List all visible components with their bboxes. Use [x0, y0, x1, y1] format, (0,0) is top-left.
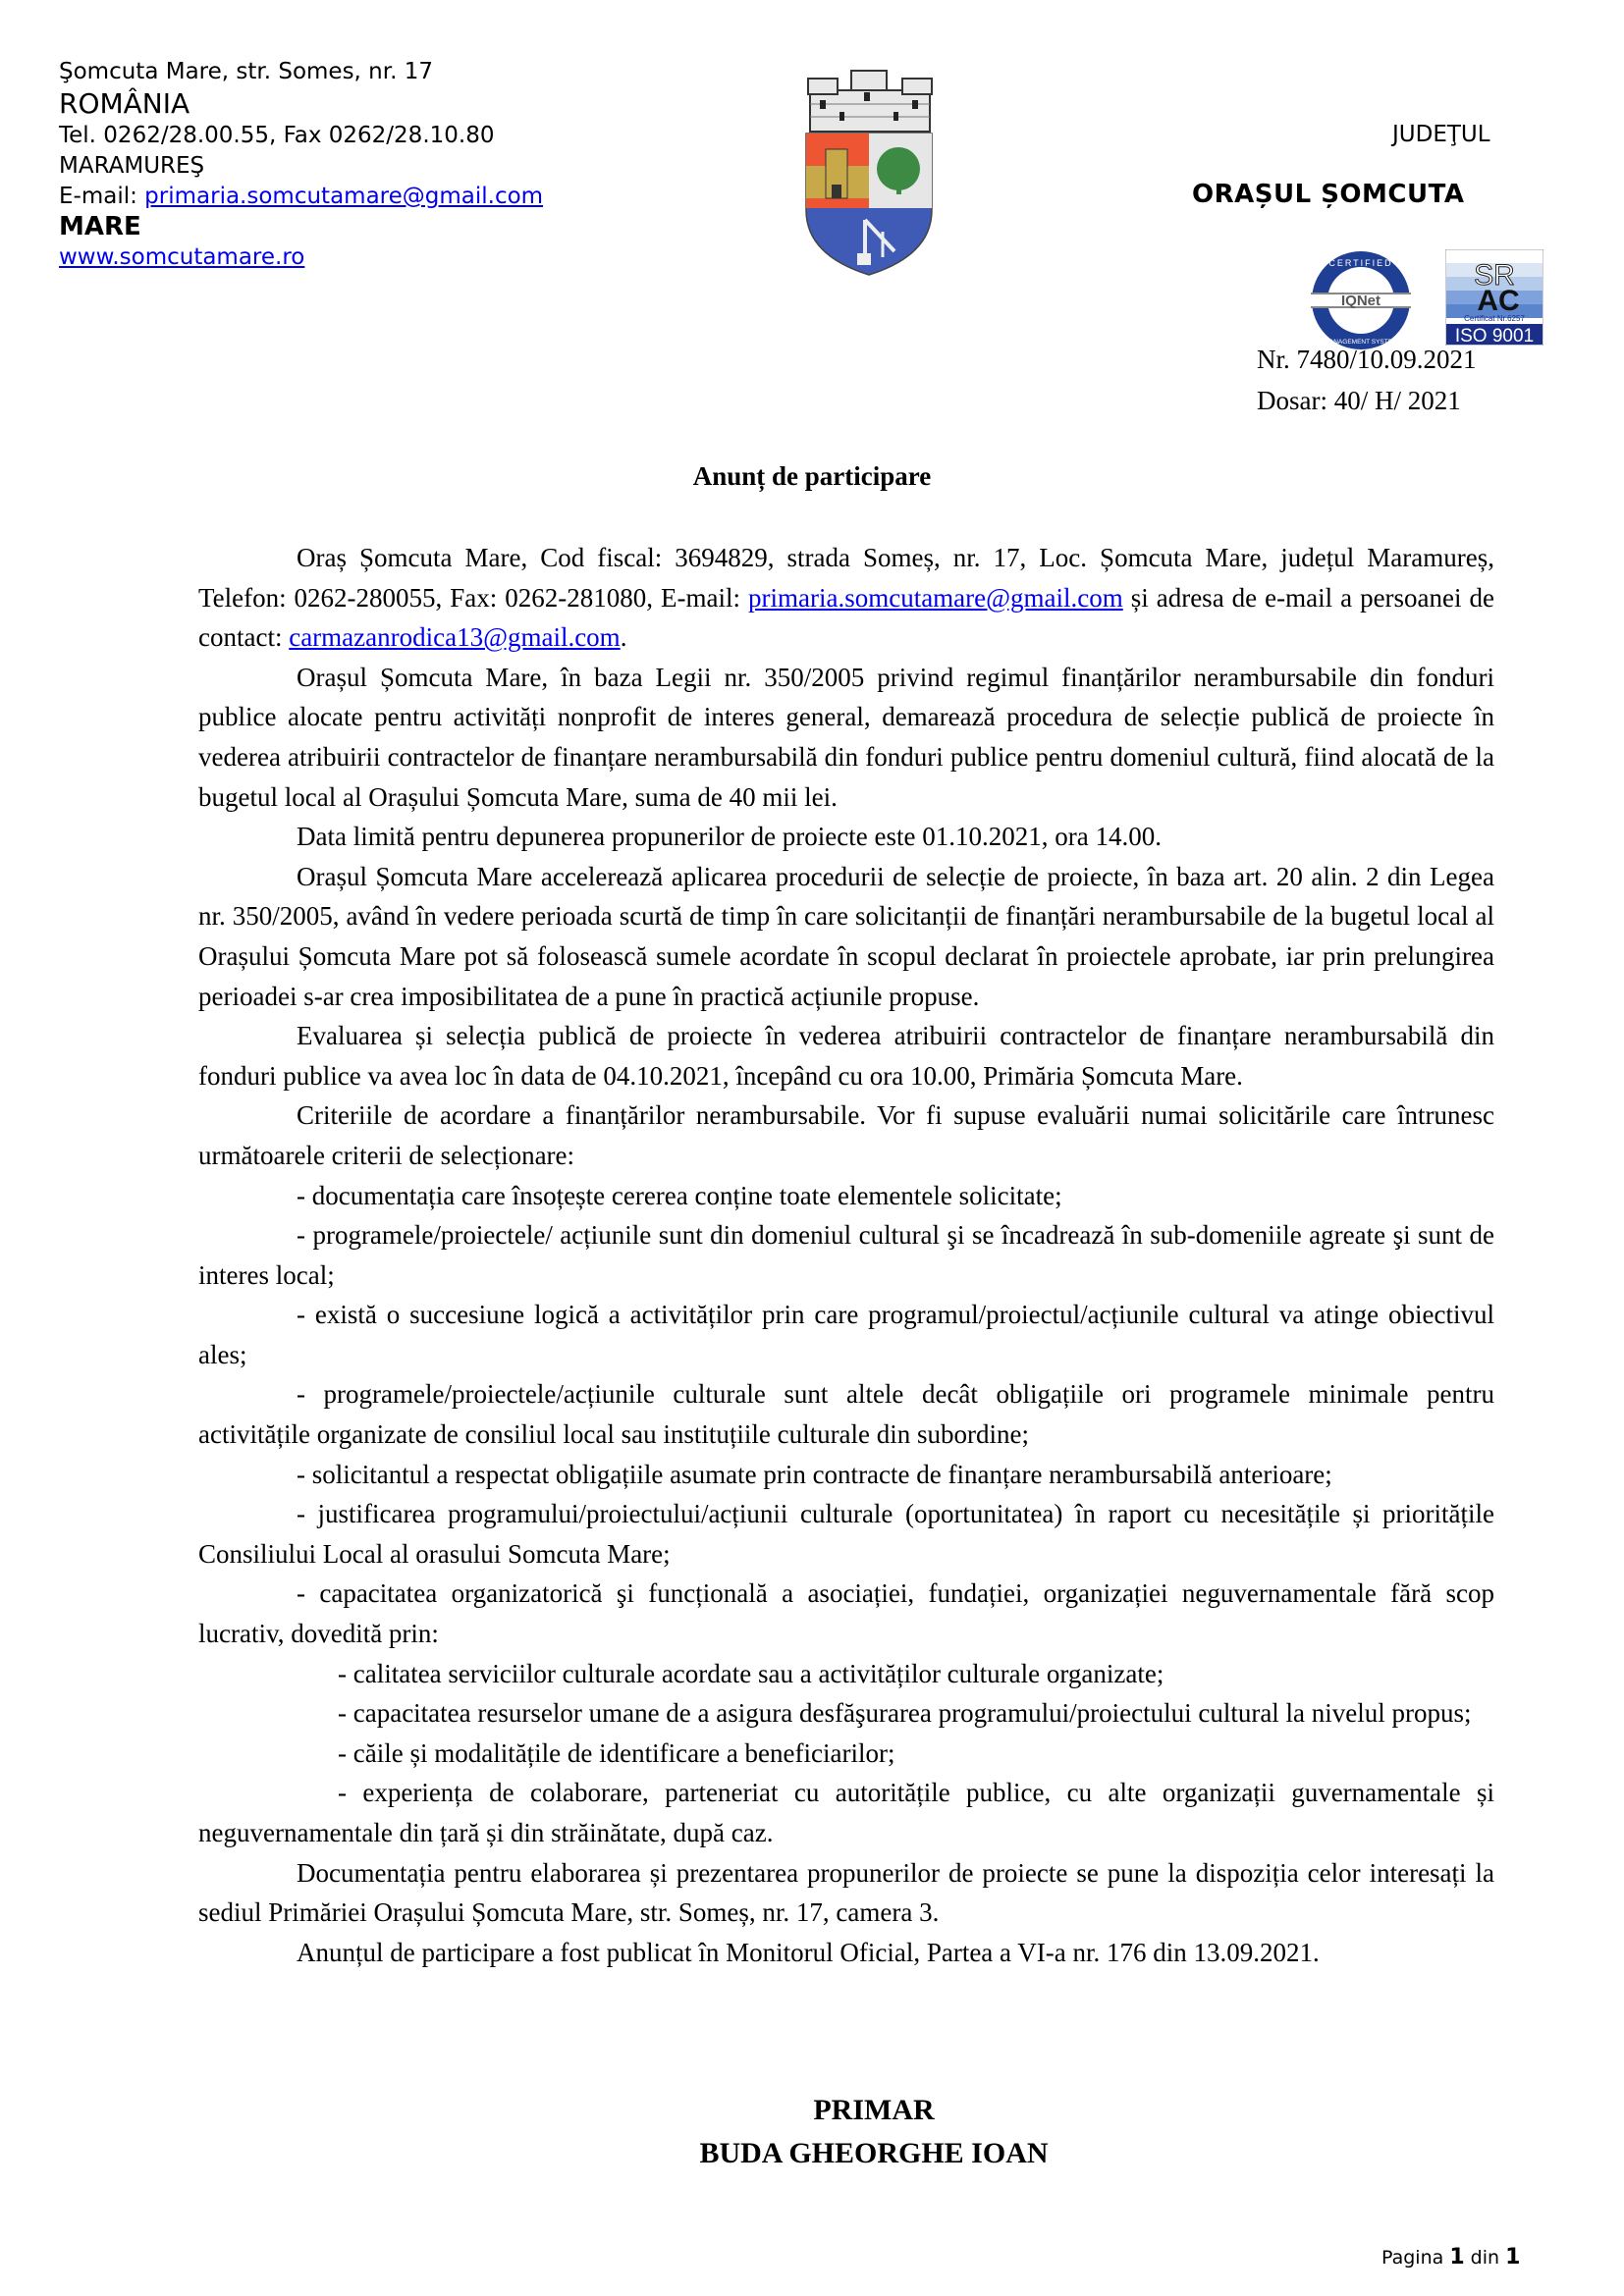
- srac-cert-number: Certificat Nr.6257: [1464, 314, 1525, 323]
- srac-iso-9001-logo-icon: [1445, 249, 1543, 346]
- crown-icon: [808, 71, 932, 132]
- paragraph-text: Oraș Șomcuta Mare, Cod fiscal: 3694829, strada Someș, nr. 17, Loc. Șomcuta Mare, județul Maramureș, Telefon: 0262-280055, Fax: 0262-281080, E-mail:: [198, 543, 1494, 613]
- header-judetul: JUDEŢUL: [1392, 122, 1490, 147]
- header-email-label: E-mail:: [59, 184, 145, 209]
- srac-ac-label: AC: [1477, 285, 1520, 317]
- paragraph-contact: [198, 538, 1494, 658]
- header-phone-fax: Tel. 0262/28.00.55, Fax 0262/28.10.80: [59, 123, 495, 148]
- header-address: Şomcuta Mare, str. Somes, nr. 17: [59, 59, 433, 84]
- sub-criteria-item: - calitatea serviciilor culturale acordate sau a activităților culturale organizate;: [338, 1658, 1164, 1688]
- contact-email-link[interactable]: carmazanrodica13@gmail.com: [289, 622, 621, 653]
- page-total: 1: [1505, 2245, 1521, 2269]
- signature-name: BUDA GHEORGHE IOAN: [699, 2137, 1049, 2169]
- header-county: MARAMUREŞ: [59, 153, 205, 179]
- iqnet-certified-logo-icon: [1309, 248, 1413, 352]
- document-title: Anunț de participare: [692, 461, 932, 491]
- coat-of-arms-icon: [800, 63, 938, 279]
- paragraph-documentation: Documentația pentru elaborarea și prezentarea propunerilor de proiecte se pune la dispoziția celor interesați la sediul Primăriei Orașului Șomcuta Mare, str. Someș, nr. 17, camera 3.: [198, 1857, 1494, 1928]
- page-of-label: din: [1464, 2247, 1506, 2269]
- criteria-item: - documentația care însoțește cererea conține toate elementele solicitate;: [297, 1180, 1062, 1210]
- paragraph-acceleration: Orașul Șomcuta Mare accelerează aplicarea procedurii de selecție de proiecte, în baza art. 20 alin. 2 din Legea nr. 350/2005, având în vedere perioada scurtă de timp în care solicitanții de finanțări nerambursabile de la bugetul local al Orașului Șomcuta Mare pot să folosească sumele acordate în scopul declarat în proiectele aprobate, iar prin prelungirea perioadei s-ar crea imposibilitatea de a pune în practică acțiunile propuse.: [198, 861, 1494, 1011]
- header-contact-block: [59, 57, 543, 273]
- paragraph-criteria-intro: Criteriile de acordare a finanțărilor nerambursabile. Vor fi supuse evaluării numai solicitările care întrunesc următoarele criterii de selecționare:: [198, 1100, 1494, 1170]
- signature-role: PRIMAR: [813, 2094, 935, 2126]
- criteria-item: - programele/proiectele/acțiunile culturale sunt altele decât obligațiile ori programele minimale pentru activitățile organizate de consiliul local sau instituțiile culturale din subordine;: [198, 1379, 1494, 1450]
- sub-criteria-item: - experiența de colaborare, parteneriat cu autoritățile publice, cu alte organizații guvernamentale și neguvernamentale din țară și din străinătate, după caz.: [198, 1778, 1494, 1847]
- paragraph-text: .: [620, 622, 627, 653]
- header-orasul: ORAȘUL ȘOMCUTA: [1192, 180, 1465, 209]
- iqnet-management-label: MANAGEMENT SYSTEM: [1324, 339, 1398, 346]
- criteria-item: - există o succesiune logică a activităților prin care programul/proiectul/acțiunile cultural va atinge obiectivul ales;: [198, 1300, 1494, 1369]
- criteria-item: - justificarea programului/proiectului/acțiunii culturale (oportunitatea) în raport cu necesitățile și prioritățile Consiliului Local al orasului Somcuta Mare;: [198, 1499, 1494, 1569]
- dosar-number: Dosar: 40/ H/ 2021: [1257, 386, 1461, 415]
- iqnet-label: IQNet: [1340, 293, 1381, 309]
- header-mare: MARE: [59, 212, 141, 241]
- sub-criteria-item: - capacitatea resurselor umane de a asigura desfăşurarea programului/proiectului cultural la nivelul propus;: [338, 1698, 1472, 1729]
- iqnet-certified-label: CERTIFIED: [1328, 258, 1393, 268]
- header-country: ROMÂNIA: [59, 87, 190, 120]
- paragraph-legal-basis: Orașul Șomcuta Mare, în baza Legii nr. 350/2005 privind regimul finanțărilor nerambursabile din fonduri publice alocate pentru activități nonprofit de interes general, demarează procedura de selecție publică de proiecte în vederea atribuirii contractelor de finanțare nerambursabilă din fonduri publice pentru domeniul cultură, fiind alocată de la bugetul local al Orașului Șomcuta Mare, suma de 40 mii lei.: [198, 662, 1494, 812]
- srac-sr-label: SR: [1474, 259, 1515, 292]
- paragraph-publication: Anunțul de participare a fost publicat în Monitorul Oficial, Partea a VI-a nr. 176 din 13.09.2021.: [297, 1937, 1320, 1967]
- criteria-item: - solicitantul a respectat obligațiile asumate prin contracte de finanțare nerambursabilă anterioare;: [297, 1459, 1332, 1489]
- sub-criteria-item: - căile și modalitățile de identificare a beneficiarilor;: [338, 1737, 895, 1768]
- registration-number: Nr. 7480/10.09.2021: [1257, 345, 1477, 374]
- paragraph-evaluation: Evaluarea și selecția publică de proiecte în vederea atribuirii contractelor de finanțare nerambursabilă din fonduri publice va avea loc în data de 04.10.2021, începând cu ora 10.00, Primăria Șomcuta Mare.: [198, 1021, 1494, 1091]
- page-label: Pagina: [1381, 2247, 1450, 2269]
- header-website-link[interactable]: www.somcutamare.ro: [59, 244, 305, 270]
- criteria-item: - capacitatea organizatorică şi funcțională a asociației, fundației, organizației neguvernamentale fără scop lucrativ, dovedită prin:: [198, 1578, 1494, 1649]
- header-email-link[interactable]: primaria.somcutamare@gmail.com: [144, 184, 544, 209]
- paragraph-deadline: Data limită pentru depunerea propunerilor de proiecte este 01.10.2021, ora 14.00.: [297, 822, 1162, 852]
- body-email-link[interactable]: primaria.somcutamare@gmail.com: [748, 582, 1123, 613]
- page-footer: [1381, 2245, 1520, 2269]
- page-current: 1: [1449, 2245, 1465, 2269]
- signature-block: [0, 2089, 1624, 2175]
- registration-block: [1257, 339, 1477, 421]
- paragraph-text: și adresa de e-mail a persoanei de contact:: [198, 582, 1495, 653]
- document-body: [198, 538, 1494, 1972]
- criteria-item: - programele/proiectele/ acțiunile sunt din domeniul cultural şi se încadrează în sub-domeniile agreate şi sunt de interes local;: [198, 1220, 1494, 1290]
- srac-iso-label: ISO 9001: [1454, 326, 1535, 346]
- header-email-line: [59, 182, 543, 212]
